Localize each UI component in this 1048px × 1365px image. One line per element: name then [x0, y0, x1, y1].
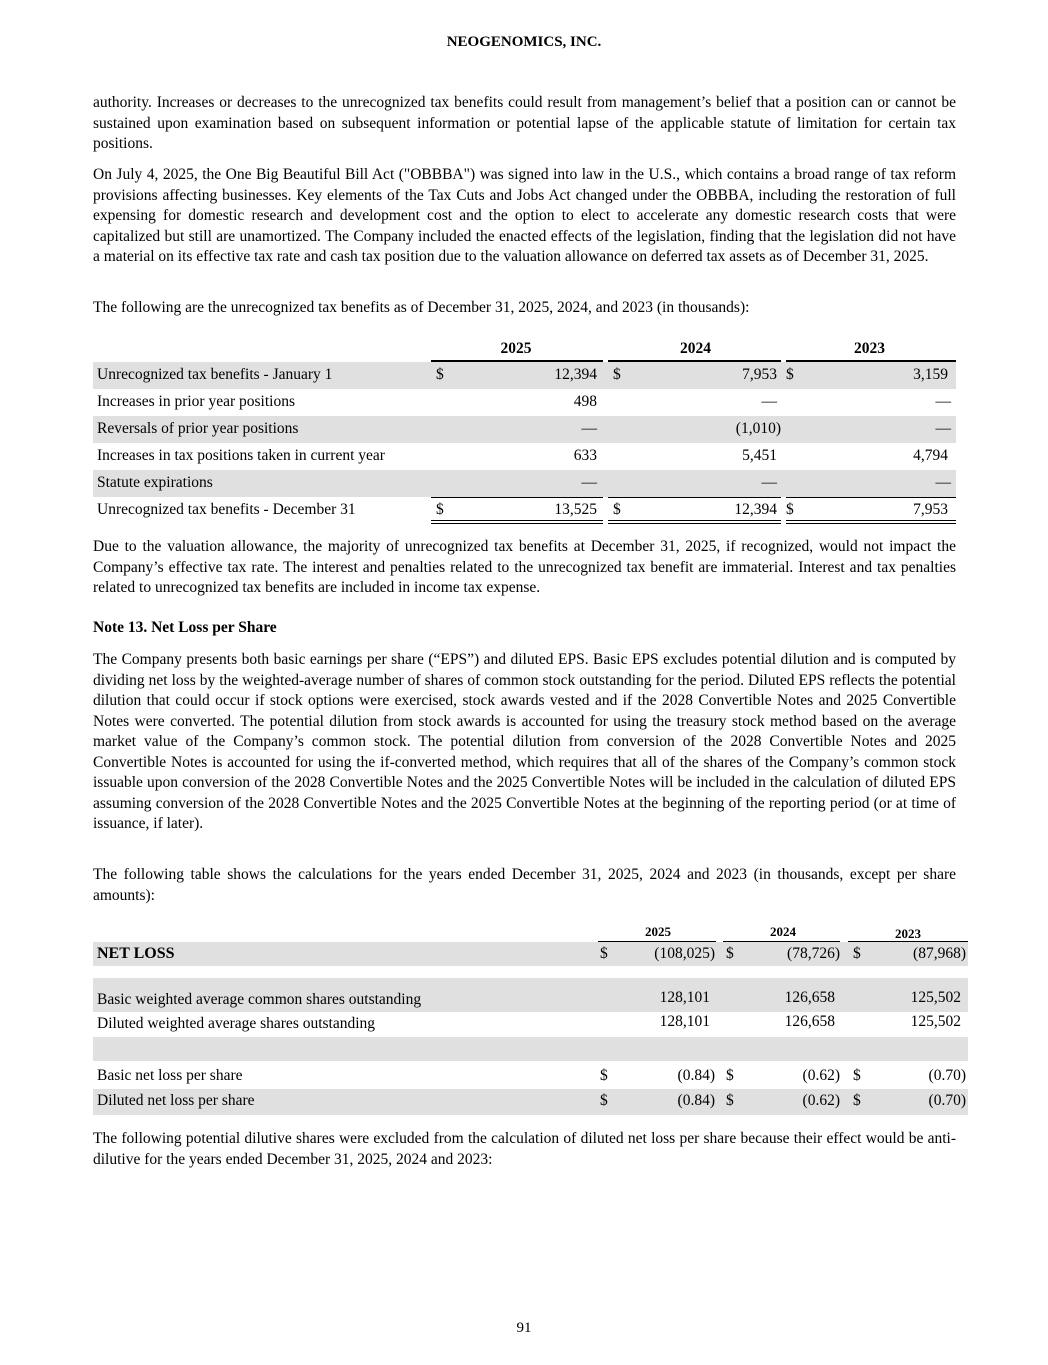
table-row: Unrecognized tax benefits - January 1 $ 12,394 $ 7,953 $ 3,159: [93, 362, 956, 389]
paragraph-valuation-allowance: Due to the valuation allowance, the majority of unrecognized tax benefits at December 31, 2025, if recognized, would not impact the Company’s effective tax rate. The interest and penalties related to the unrecognized tax benefit are immaterial. Interest and tax penalties related to unrecognized tax benefits are included in income tax expense.: [93, 538, 956, 596]
table-row: Increases in prior year positions 498 — —: [97, 393, 951, 410]
table-row: Basic net loss per share $ (0.84) $ (0.62) $ (0.70): [97, 1067, 966, 1084]
table-row: Reversals of prior year positions — (1,010) —: [93, 416, 956, 443]
column-header-2024: 2024: [770, 924, 796, 939]
spacer-row: [93, 1037, 968, 1061]
page-number: 91: [516, 1320, 532, 1336]
unrecognized-tax-benefits-table: [93, 336, 956, 524]
table-header: [93, 336, 956, 362]
spacer-row: [93, 966, 968, 978]
section-heading-note-13: Note 13. Net Loss per Share: [93, 619, 277, 636]
column-header-2024: 2024: [680, 340, 711, 357]
spacer-row: [93, 978, 968, 990]
column-header-2023: 2023: [854, 340, 885, 357]
paragraph-anti-dilutive: The following potential dilutive shares were excluded from the calculation of diluted net loss per share because their effect would be anti-dilutive for the years ended December 31, 2025, 2024 and 2023:: [93, 1130, 956, 1168]
paragraph-eps-method: The Company presents both basic earnings per share (“EPS”) and diluted EPS. Basic EPS excludes potential dilution and is computed by dividing net loss by the weighted-average number of shares of common stock outstanding for the period. Diluted EPS reflects the potential dilution that could occur if stock options were exercised, stock awards vested and if the 2028 Convertible Notes and 2025 Convertible Notes were converted. The potential dilution from stock awards is accounted for using the treasury stock method based on the average market value of the Company’s common stock. The potential dilution from conversion of the 2028 Convertible Notes and 2025 Convertible Notes is accounted for using the if-converted method, which requires that all of the shares of the Company’s common stock issuable upon conversion of the 2028 Convertible Notes and the 2025 Convertible Notes will be included in the calculation of diluted EPS assuming conversion of the 2028 Convertible Notes and the 2025 Convertible Notes at the beginning of the reporting period (or at time of issuance, if later).: [93, 651, 956, 832]
paragraph-authority: authority. Increases or decreases to the unrecognized tax benefits could result from management’s belief that a position can or cannot be sustained upon examination based on subsequent information or potential lapse of the applicable statute of limitation for certain tax positions.: [93, 94, 956, 152]
table-header: [93, 920, 968, 942]
table-row: NET LOSS $ (108,025) $ (78,726) $ (87,968): [93, 942, 968, 966]
table-row: Increases in tax positions taken in current year 633 5,451 4,794: [97, 447, 948, 464]
table-row: Diluted weighted average shares outstanding 128,101 126,658 125,502: [97, 1013, 961, 1032]
table-row: Diluted net loss per share $ (0.84) $ (0.62) $ (0.70): [93, 1089, 968, 1115]
column-header-2025: 2025: [500, 340, 532, 357]
page-header: NEOGENOMICS, INC.: [446, 34, 602, 50]
paragraph-table2-intro: The following table shows the calculations for the years ended December 31, 2025, 2024 and 2023 (in thousands, except per share amounts):: [93, 866, 956, 904]
paragraph-obbba: On July 4, 2025, the One Big Beautiful Bill Act ("OBBBA") was signed into law in the U.S., which contains a broad range of tax reform provisions affecting businesses. Key elements of the Tax Cuts and Jobs Act changed under the OBBBA, including the restoration of full expensing for domestic research and development cost and the option to elect to accelerate any domestic research costs that were capitalized but still are unamortized. The Company included the enacted effects of the legislation, finding that the legislation did not have a material on its effective tax rate and cash tax position due to the valuation allowance on deferred tax assets as of December 31, 2025.: [93, 166, 956, 265]
paragraph-table1-intro: The following are the unrecognized tax benefits as of December 31, 2025, 2024, and 2023 (in thousands):: [93, 299, 750, 316]
net-loss-per-share-table: [93, 920, 968, 1115]
table-row: Statute expirations — — —: [93, 470, 956, 497]
column-header-2023: 2023: [895, 926, 921, 941]
table-row-total: Unrecognized tax benefits - December 31 $ 13,525 $ 12,394 $ 7,953: [93, 497, 956, 524]
table-row: Basic weighted average common shares outstanding 128,101 126,658 125,502: [93, 990, 968, 1012]
column-header-2025: 2025: [645, 924, 671, 939]
